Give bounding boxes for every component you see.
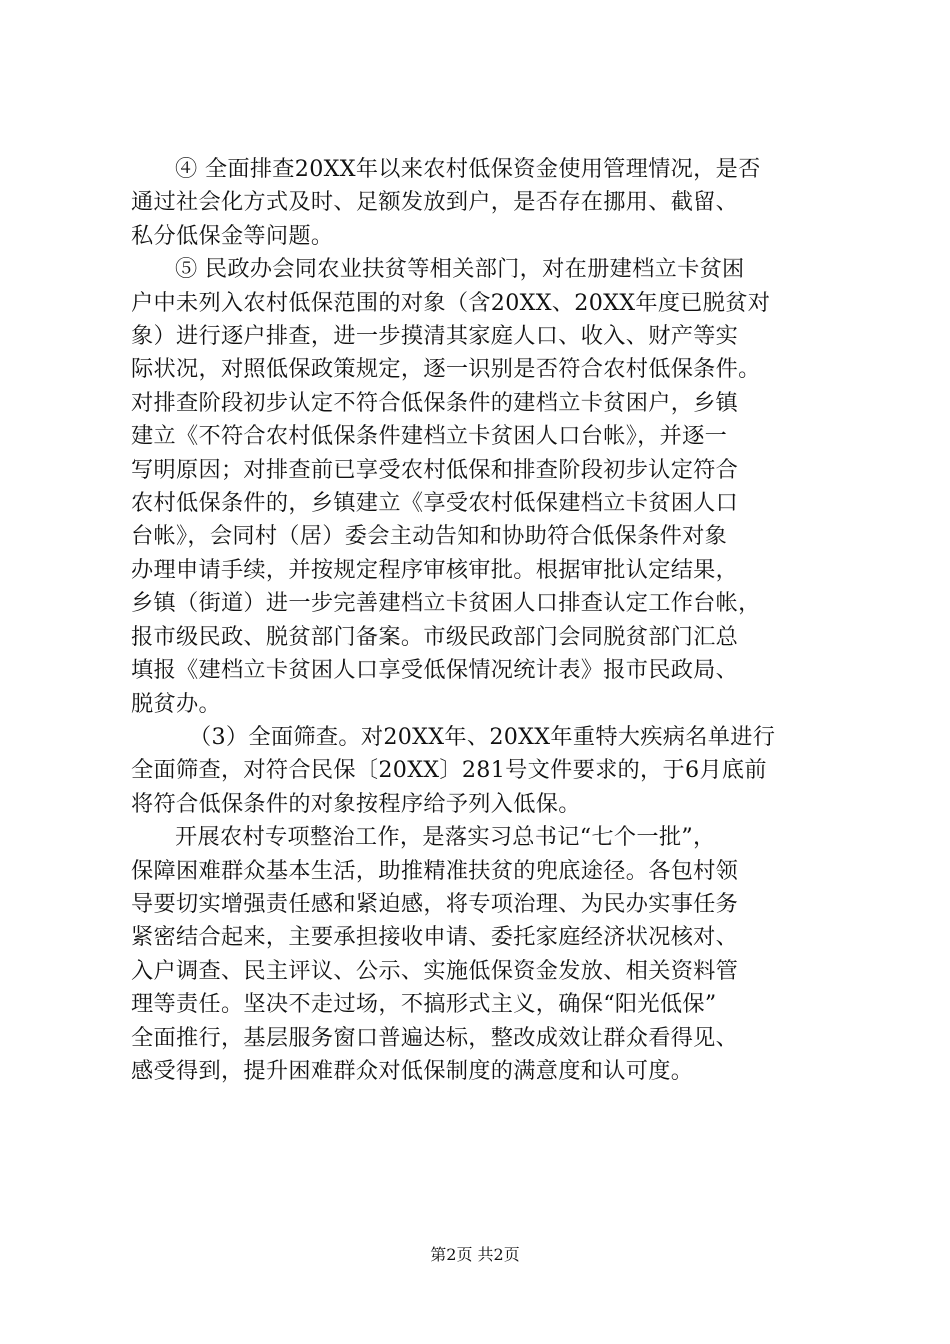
text-line: 办理申请手续，并按规定程序审核审批。根据审批认定结果， bbox=[131, 556, 739, 583]
text-line: 报市级民政、脱贫部门备案。市级民政部门会同脱贫部门汇总 bbox=[131, 623, 739, 650]
text-line: 将符合低保条件的对象按程序给予列入低保。 bbox=[131, 790, 581, 817]
text-line: 理等责任。坚决不走过场，不搞形式主义，确保“阳光低保” bbox=[131, 991, 717, 1018]
paragraph-screening bbox=[131, 721, 833, 821]
page-number-label: 第2页 共2页 bbox=[430, 1245, 520, 1264]
text-line: 感受得到，提升困难群众对低保制度的满意度和认可度。 bbox=[131, 1057, 694, 1084]
text-line: ④ 全面排查20XX年以来农村低保资金使用管理情况，是否 bbox=[175, 156, 761, 182]
text-line: 写明原因；对排查前已享受农村低保和排查阶段初步认定符合 bbox=[131, 456, 739, 483]
text-line: ⑤ 民政办会同农业扶贫等相关部门，对在册建档立卡贫困 bbox=[175, 256, 745, 283]
text-line: 对排查阶段初步认定不符合低保条件的建档立卡贫困户，乡镇 bbox=[131, 389, 739, 416]
paragraph-item-5 bbox=[131, 253, 833, 721]
text-line: 入户调查、民主评议、公示、实施低保资金发放、相关资料管 bbox=[131, 957, 739, 984]
text-line: 紧密结合起来，主要承担接收申请、委托家庭经济状况核对、 bbox=[131, 924, 739, 951]
text-line: 脱贫办。 bbox=[131, 690, 221, 717]
text-line: 填报《建档立卡贫困人口享受低保情况统计表》报市民政局、 bbox=[131, 657, 739, 684]
text-line: 导要切实增强责任感和紧迫感，将专项治理、为民办实事任务 bbox=[131, 890, 739, 917]
text-line: 台帐》，会同村（居）委会主动告知和协助符合低保条件对象 bbox=[131, 523, 728, 550]
text-line: （3）全面筛查。对20XX年、20XX年重特大疾病名单进行 bbox=[189, 723, 776, 750]
document-body bbox=[131, 153, 833, 1088]
paragraph-conclusion bbox=[131, 821, 833, 1088]
text-line: 全面筛查，对符合民保〔20XX〕281号文件要求的，于6月底前 bbox=[131, 757, 767, 784]
paragraph-item-4 bbox=[131, 153, 833, 253]
text-line: 乡镇（街道）进一步完善建档立卡贫困人口排查认定工作台帐， bbox=[131, 590, 761, 617]
text-line: 全面推行，基层服务窗口普遍达标，整改成效让群众看得见、 bbox=[131, 1024, 739, 1051]
text-line: 私分低保金等问题。 bbox=[131, 222, 334, 249]
text-line: 通过社会化方式及时、足额发放到户，是否存在挪用、截留、 bbox=[131, 189, 739, 216]
text-line: 农村低保条件的，乡镇建立《享受农村低保建档立卡贫困人口 bbox=[131, 490, 739, 517]
text-line: 建立《不符合农村低保条件建档立卡贫困人口台帐》，并逐一 bbox=[131, 423, 728, 450]
text-line: 象）进行逐户排查，进一步摸清其家庭人口、收入、财产等实 bbox=[131, 323, 739, 350]
text-line: 保障困难群众基本生活，助推精准扶贫的兜底途径。各包村领 bbox=[131, 857, 739, 884]
text-line: 开展农村专项整治工作，是落实习总书记“七个一批”， bbox=[175, 824, 716, 851]
text-line: 际状况，对照低保政策规定，逐一识别是否符合农村低保条件。 bbox=[131, 356, 761, 383]
page-footer bbox=[0, 1244, 950, 1266]
text-line: 户中未列入农村低保范围的对象（含20XX、20XX年度已脱贫对 bbox=[131, 289, 771, 316]
